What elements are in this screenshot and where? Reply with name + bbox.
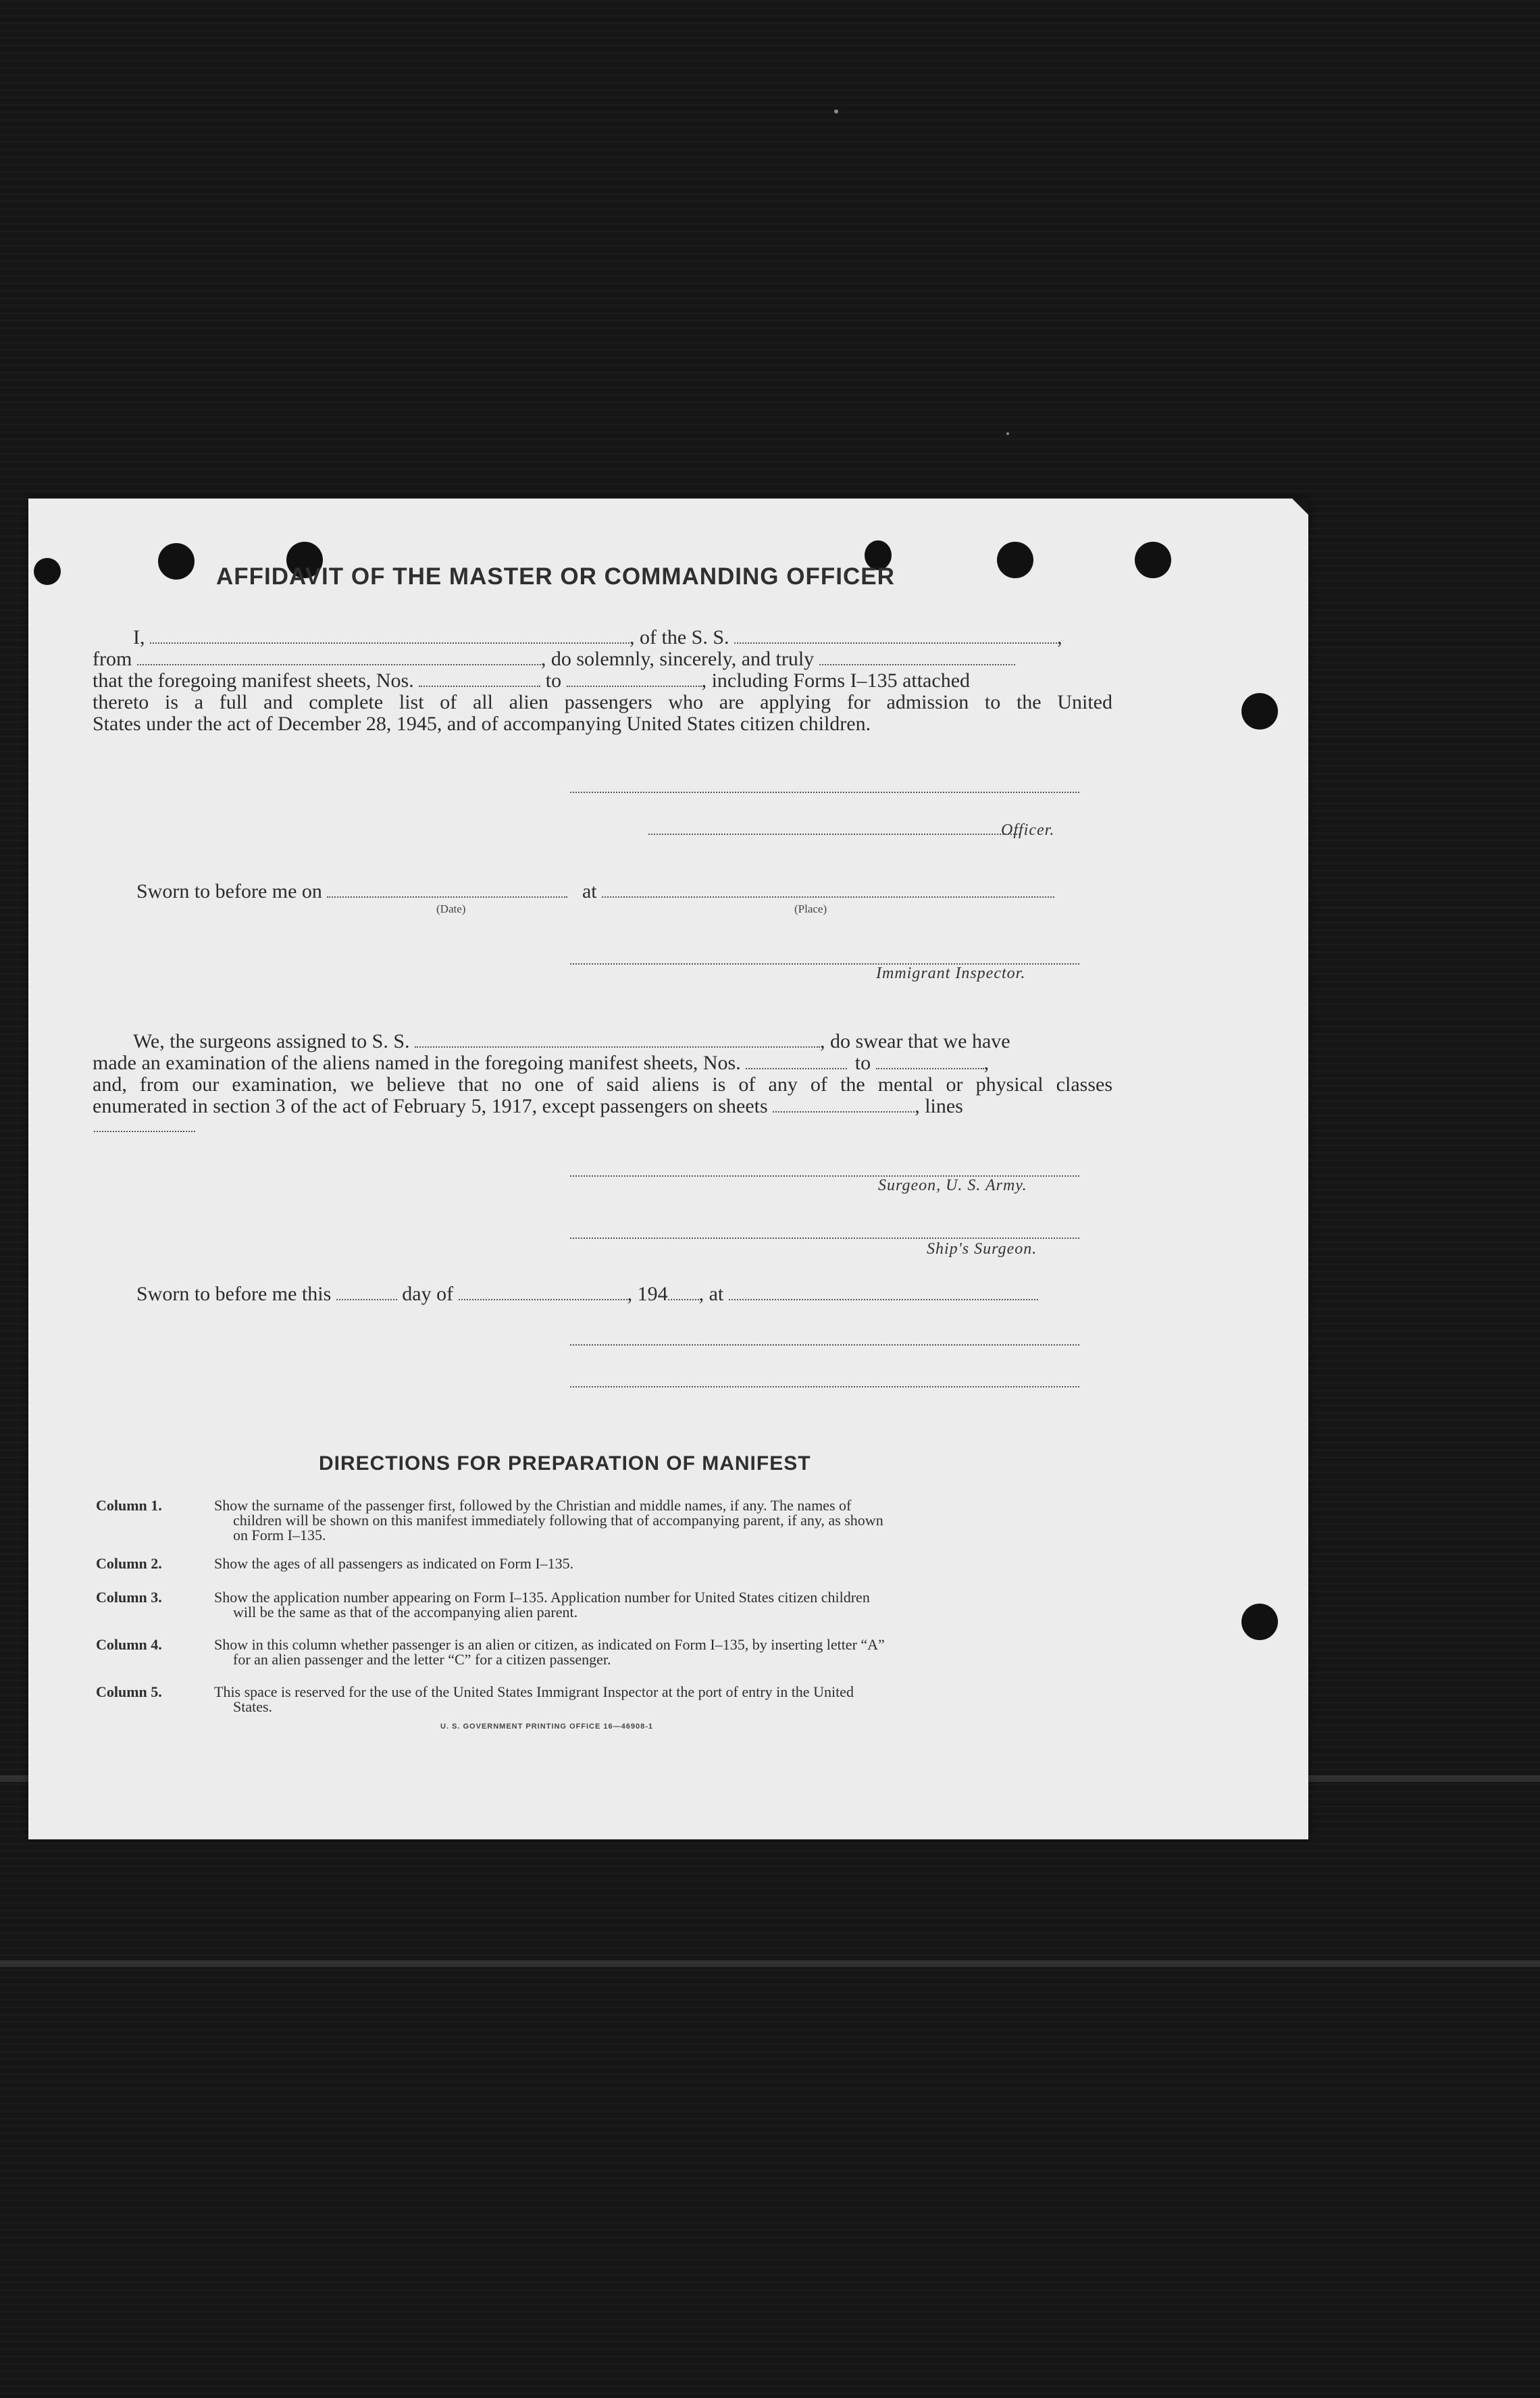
exam-sheet-from-field[interactable]	[746, 1053, 847, 1069]
affidavit-title: AFFIDAVIT OF THE MASTER OR COMMANDING OFFICER	[216, 563, 895, 590]
sworn-day-field[interactable]	[336, 1284, 397, 1300]
column-name: Column 2.	[96, 1555, 162, 1572]
sworn-location-field[interactable]	[729, 1284, 1038, 1300]
punch-hole	[34, 558, 61, 585]
officer-title-line[interactable]	[648, 834, 1020, 835]
master-name-field[interactable]	[150, 628, 630, 644]
direction-column-5	[96, 1685, 1112, 1716]
label-including: , including Forms I–135 attached	[701, 669, 971, 692]
punch-hole	[1241, 1604, 1278, 1640]
exception-lines-field[interactable]	[94, 1131, 195, 1132]
sworn-date-field[interactable]	[327, 882, 567, 898]
column-name: Column 5.	[96, 1683, 162, 1700]
label-sworn-this: Sworn to before me this	[136, 1283, 332, 1305]
column-name: Column 1.	[96, 1497, 162, 1514]
sworn-year-field[interactable]	[668, 1284, 699, 1300]
label-sworn: Sworn to before me on	[136, 880, 322, 902]
label-lines: , lines	[915, 1095, 963, 1117]
column-name: Column 4.	[96, 1636, 162, 1653]
direction-text: Show in this column whether passenger is an alien or citizen, as indicated on Form I–135, by inserting letter “A”	[214, 1636, 885, 1653]
dust-speck	[1006, 432, 1009, 435]
place-caption: (Place)	[794, 902, 827, 915]
signature-line-a[interactable]	[570, 1344, 1079, 1346]
manifest-affidavit-sheet	[28, 499, 1308, 1839]
label-from: from	[93, 648, 132, 670]
label-swear: , do swear that we have	[820, 1030, 1010, 1052]
direction-column-4	[96, 1637, 1112, 1668]
label-to: to	[854, 1052, 871, 1074]
sworn-this-day-line	[136, 1283, 1116, 1305]
comma: ,	[1057, 626, 1062, 648]
sheet-from-field[interactable]	[419, 671, 540, 687]
affidavit-line-2	[93, 648, 1112, 670]
sworn-before-line	[136, 881, 1116, 902]
punch-hole	[997, 542, 1033, 578]
sheet-to-field[interactable]	[567, 671, 702, 687]
dust-speck	[834, 109, 838, 113]
label-year: , 194	[627, 1283, 668, 1305]
column-name: Column 3.	[96, 1589, 162, 1606]
affidavit-line-4: thereto is a full and complete list of all alien passengers who are applying for admission to the United	[93, 691, 1112, 713]
exam-sheet-to-field[interactable]	[876, 1053, 984, 1069]
directions-title: DIRECTIONS FOR PREPARATION OF MANIFEST	[319, 1452, 811, 1475]
label-that: that the foregoing manifest sheets, Nos.	[93, 669, 414, 692]
scan-band	[0, 1960, 1540, 1967]
label-at-2: , at	[698, 1283, 724, 1305]
ship-name-field[interactable]	[734, 628, 1057, 644]
punch-hole	[1135, 542, 1171, 578]
sworn-place-field[interactable]	[602, 882, 1054, 898]
direction-text: Show the surname of the passenger first, followed by the Christian and middle names, if any. The names of	[214, 1497, 852, 1514]
surgeons-line-2	[93, 1052, 1112, 1074]
direction-text: Show the application number appearing on Form I–135. Application number for United States citizen children	[214, 1589, 870, 1606]
label-to: to	[545, 669, 562, 692]
army-surgeon-label: Surgeon, U. S. Army.	[878, 1177, 1027, 1194]
punch-hole	[158, 543, 195, 580]
date-caption: (Date)	[436, 902, 466, 915]
ship-surgeon-signature-line[interactable]	[570, 1238, 1079, 1239]
direction-text: Show the ages of all passengers as indicated on Form I–135.	[214, 1555, 574, 1572]
ship-surgeon-label: Ship's Surgeon.	[927, 1240, 1037, 1258]
port-from-field[interactable]	[137, 649, 541, 665]
surgeons-line-3: and, from our examination, we believe that no one of said aliens is of any of the mental or physical classes	[93, 1073, 1112, 1096]
affidavit-line-3	[93, 670, 1112, 692]
surgeon-ship-field[interactable]	[415, 1031, 820, 1048]
label-at: at	[582, 880, 597, 902]
label-solemnly: , do solemnly, sincerely, and truly	[540, 648, 815, 670]
comma: ,	[983, 1052, 990, 1074]
officer-signature-line[interactable]	[570, 792, 1079, 793]
affidavit-line-1	[93, 627, 1112, 648]
label-enumerated: enumerated in section 3 of the act of February 5, 1917, except passengers on sheets	[93, 1095, 768, 1117]
label-of-ss: , of the S. S.	[630, 626, 729, 648]
surgeons-line-1	[93, 1031, 1112, 1052]
direction-text: for an alien passenger and the letter “C” for a citizen passenger.	[233, 1651, 611, 1668]
oath-field[interactable]	[819, 649, 1015, 665]
punch-hole	[1241, 693, 1278, 730]
direction-column-1	[96, 1498, 1112, 1546]
surgeons-line-4	[93, 1096, 1112, 1117]
label-i: I,	[133, 626, 145, 648]
direction-text: children will be shown on this manifest immediately following that of accompanying parent, if any, as shown	[233, 1512, 883, 1529]
label-day-of: day of	[402, 1283, 454, 1305]
label-we-surgeons: We, the surgeons assigned to S. S.	[133, 1030, 410, 1052]
signature-line-b[interactable]	[570, 1386, 1079, 1387]
direction-text: on Form I–135.	[233, 1527, 326, 1544]
printer-imprint: U. S. GOVERNMENT PRINTING OFFICE 16—46908-1	[440, 1723, 654, 1731]
exception-sheets-field[interactable]	[773, 1096, 915, 1113]
affidavit-line-5: States under the act of December 28, 1945, and of accompanying United States citizen children.	[93, 713, 871, 735]
direction-column-3	[96, 1590, 1112, 1621]
label-made: made an examination of the aliens named in the foregoing manifest sheets, Nos.	[93, 1052, 741, 1074]
sworn-month-field[interactable]	[459, 1284, 627, 1300]
inspector-label: Immigrant Inspector.	[876, 965, 1026, 982]
officer-label: Officer.	[1001, 821, 1055, 839]
direction-text: This space is reserved for the use of the United States Immigrant Inspector at the port of entry in the United	[214, 1683, 854, 1700]
direction-text: States.	[233, 1698, 273, 1715]
direction-text: will be the same as that of the accompanying alien parent.	[233, 1604, 578, 1621]
direction-column-2	[96, 1556, 1112, 1573]
